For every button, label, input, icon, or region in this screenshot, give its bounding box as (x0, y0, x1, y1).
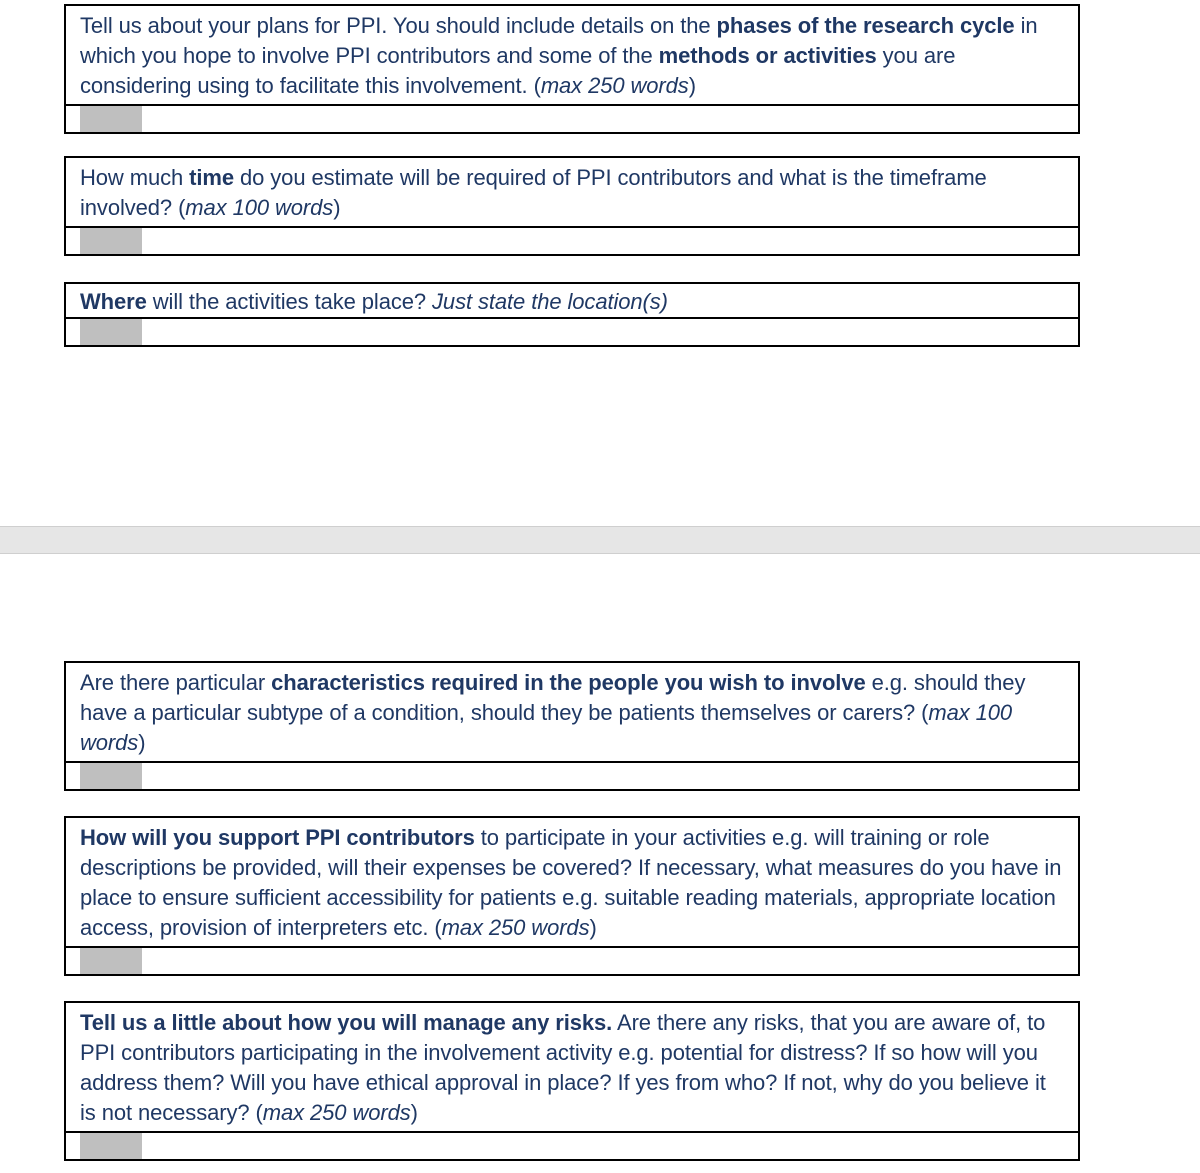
question-box-where (64, 282, 1080, 347)
question-text-run: max 250 words (441, 915, 590, 940)
answer-row-where[interactable] (66, 317, 1078, 345)
question-text-run: phases of the research cycle (716, 13, 1015, 38)
question-text-run: ) (688, 73, 696, 98)
question-text-run: How much (80, 165, 190, 190)
answer-row-characteristics[interactable] (66, 761, 1078, 789)
question-text-run: time (189, 165, 234, 190)
question-text-run: do you estimate will be required of PPI contributors and what is the timeframe involved? ( (80, 165, 987, 220)
question-box-plans (64, 4, 1080, 134)
answer-field-time[interactable] (80, 228, 142, 254)
question-text-run: to participate in your activities e.g. will training or role descriptions be provided, will their expenses be covered? If necessary, what measures do you have in place to ensure sufficient accessibility for patients e.g. suitable reading materials, appropriate location access, provision of interpreters etc. ( (80, 825, 1062, 940)
question-text-run: max 250 words (262, 1100, 411, 1125)
question-text-run: max 250 words (540, 73, 689, 98)
question-text-run: Tell us a little about how you will manage any risks. (80, 1010, 613, 1035)
question-text-run: you are considering using to facilitate this involvement. ( (80, 43, 956, 98)
question-text-run: Just state the location(s) (432, 289, 668, 314)
answer-field-characteristics[interactable] (80, 763, 142, 789)
answer-row-support[interactable] (66, 946, 1078, 974)
question-text-run: Tell us about your plans for PPI. You should include details on the (80, 13, 717, 38)
question-text-time (66, 158, 1078, 226)
question-text-run: max 100 words (185, 195, 334, 220)
question-text-run: How will you support PPI contributors (80, 825, 475, 850)
answer-field-risks[interactable] (80, 1133, 142, 1159)
question-text-plans (66, 6, 1078, 104)
question-text-run: Are there any risks, that you are aware of, to PPI contributors participating in the involvement activity e.g. potential for distress? If so how will you address them? Will you have ethical approval in place? If yes from who? If not, why do you believe it is not necessary? ( (80, 1010, 1046, 1125)
question-text-where (66, 284, 1078, 317)
question-box-time (64, 156, 1080, 256)
question-text-run: methods or activities (658, 43, 877, 68)
question-box-risks (64, 1001, 1080, 1161)
question-text-run: Where (80, 289, 147, 314)
question-text-run: will the activities take place? (146, 289, 433, 314)
answer-field-plans[interactable] (80, 106, 142, 132)
question-text-run: ) (138, 730, 146, 755)
question-text-run: e.g. should they have a particular subtype of a condition, should they be patients themselves or carers? ( (80, 670, 1026, 725)
question-text-run: ) (589, 915, 597, 940)
answer-field-support[interactable] (80, 948, 142, 974)
question-text-run: ) (410, 1100, 418, 1125)
question-text-characteristics (66, 663, 1078, 761)
page-break (0, 526, 1200, 554)
question-text-support (66, 818, 1078, 946)
question-box-support (64, 816, 1080, 976)
answer-row-plans[interactable] (66, 104, 1078, 132)
question-text-run: in which you hope to involve PPI contributors and some of the (80, 13, 1038, 68)
question-text-run: ) (333, 195, 341, 220)
question-text-risks (66, 1003, 1078, 1131)
answer-field-where[interactable] (80, 319, 142, 345)
answer-row-risks[interactable] (66, 1131, 1078, 1159)
question-text-run: Are there particular (80, 670, 272, 695)
question-text-run: characteristics required in the people you wish to involve (271, 670, 866, 695)
question-box-characteristics (64, 661, 1080, 791)
question-text-run: max 100 words (80, 700, 1013, 755)
answer-row-time[interactable] (66, 226, 1078, 254)
